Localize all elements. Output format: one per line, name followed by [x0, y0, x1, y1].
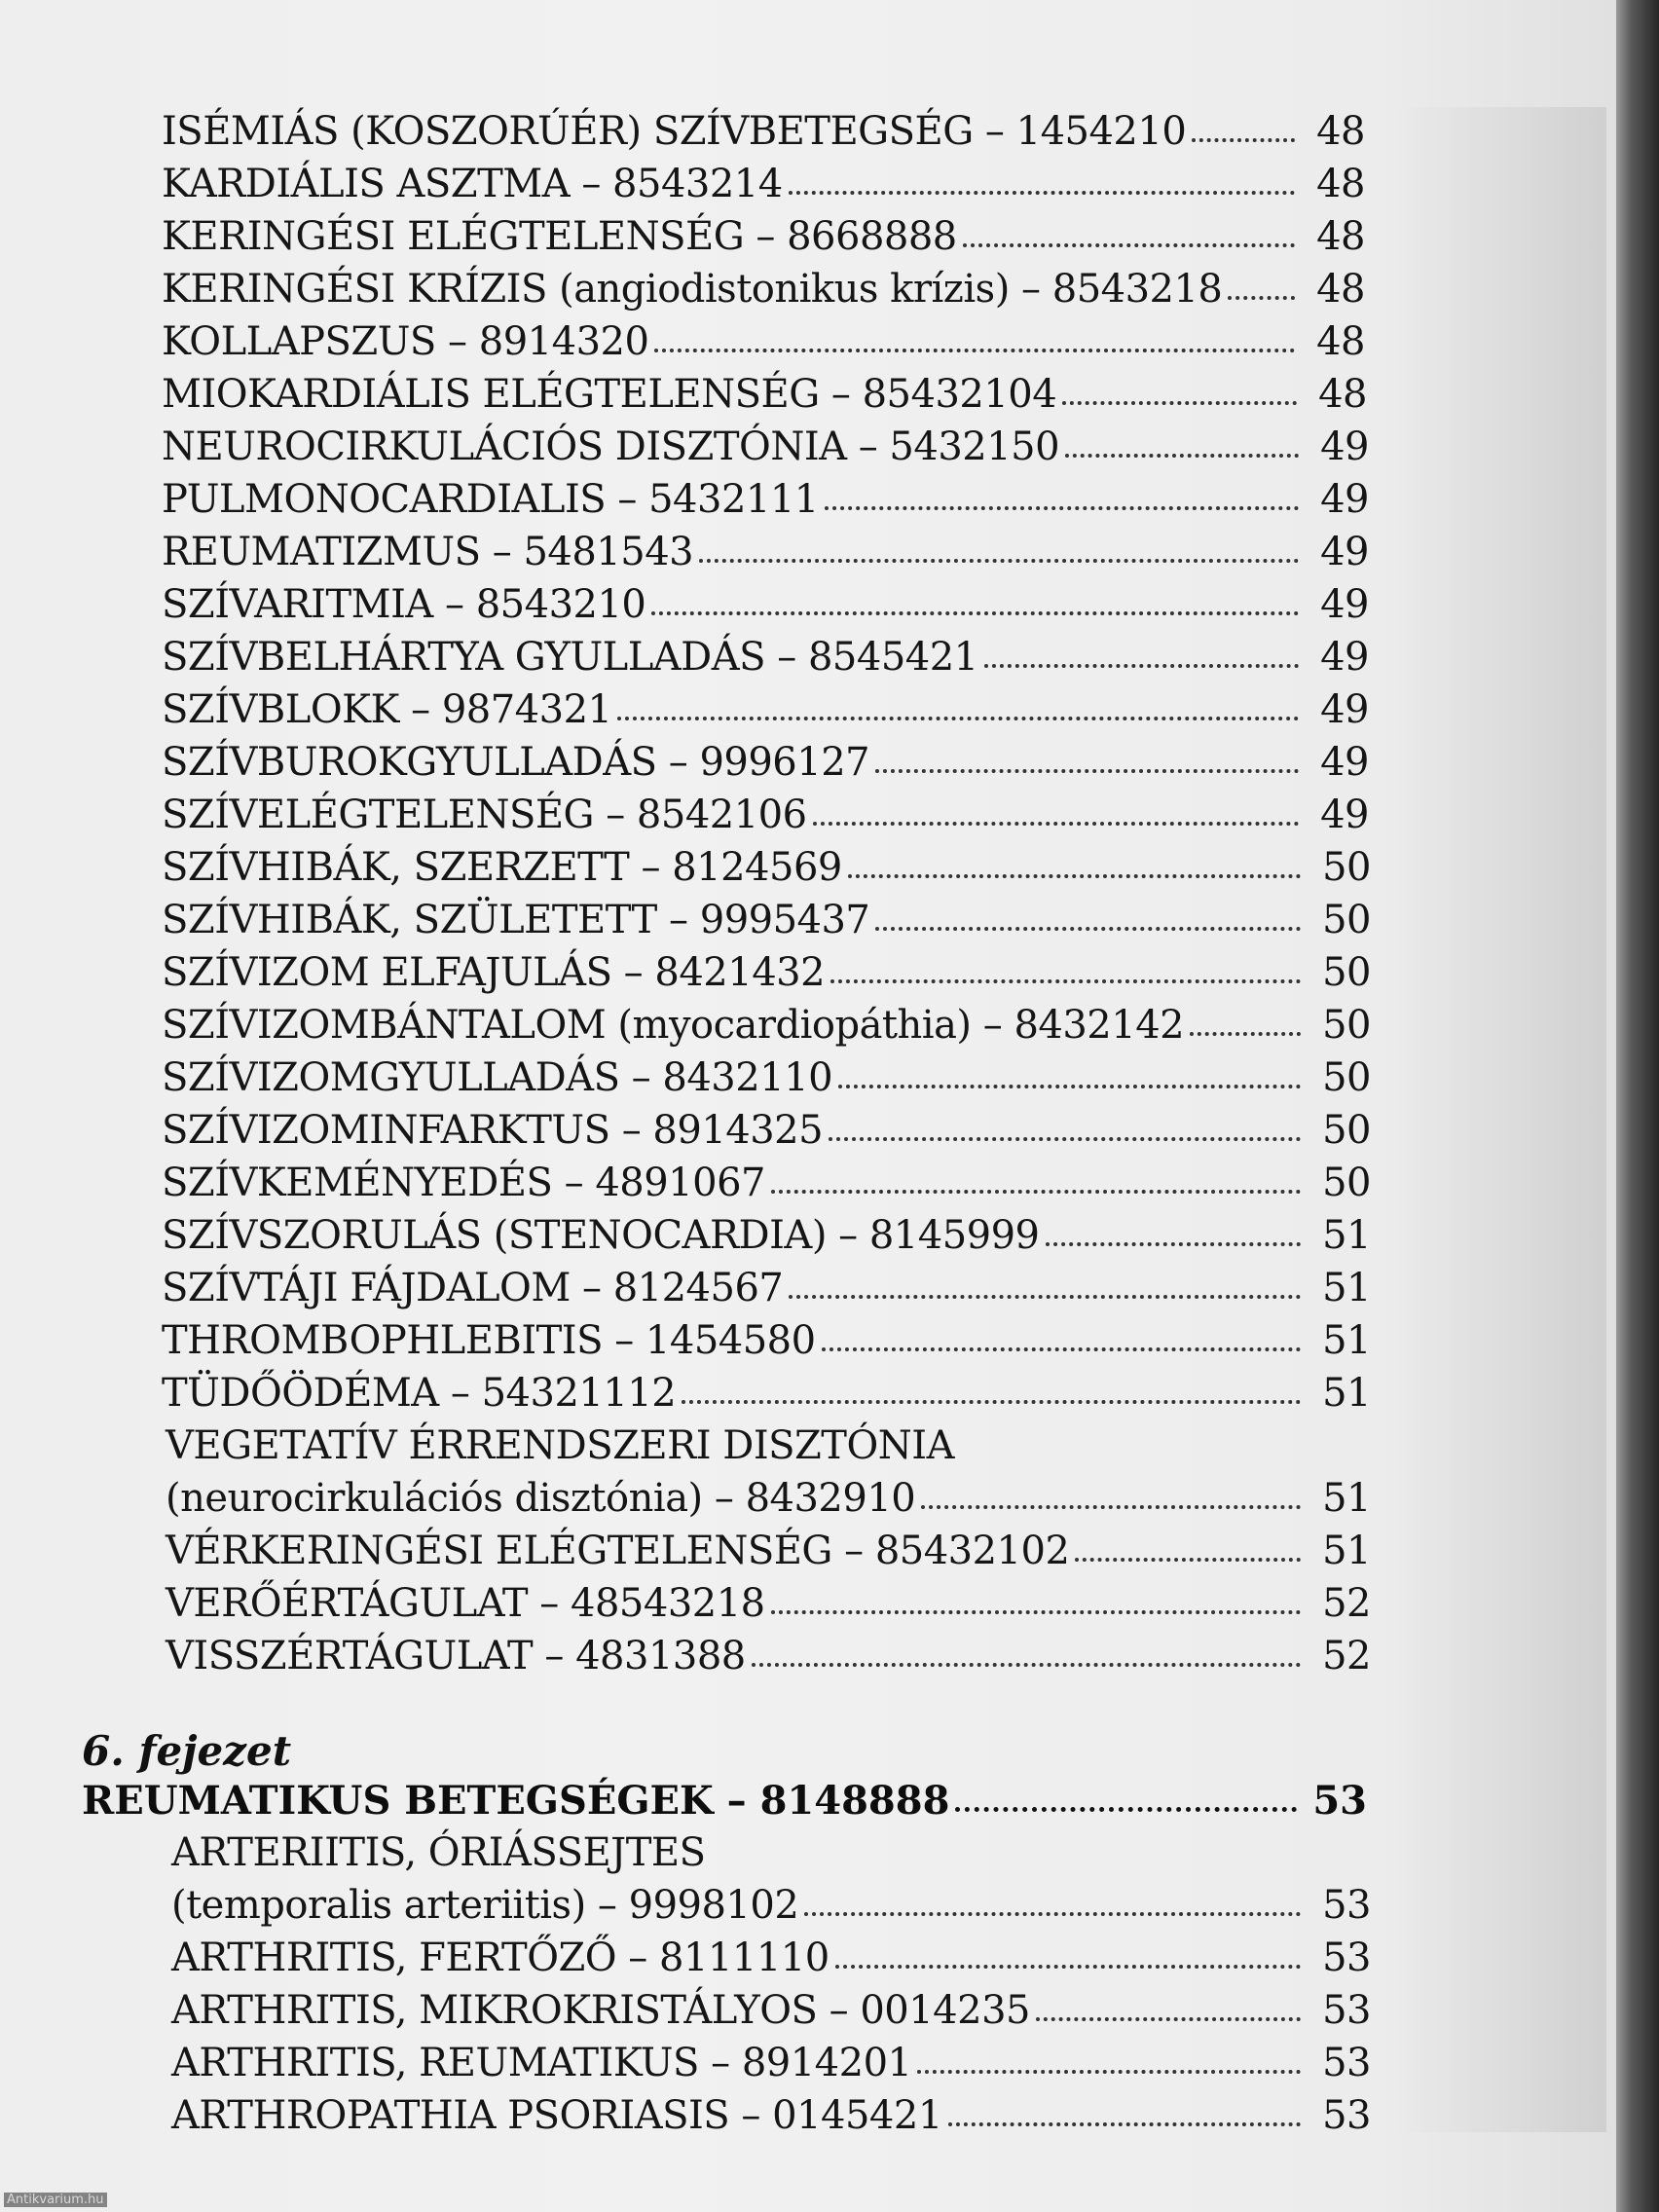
toc-entry-label: SZÍVBLOKK – 9874321 [162, 687, 612, 732]
toc-entry-label: SZÍVTÁJI FÁJDALOM – 8124567 [162, 1266, 784, 1310]
dot-leader [984, 654, 1299, 668]
toc-entry [171, 1988, 1371, 2033]
toc-entry-label: THROMBOPHLEBITIS – 1454580 [162, 1318, 816, 1363]
dot-leader [1075, 1548, 1301, 1562]
toc-page-number: 49 [1320, 424, 1369, 469]
toc-entry [162, 319, 1365, 364]
toc-page-number: 49 [1320, 635, 1369, 680]
dot-leader [682, 1390, 1301, 1404]
toc-entry-label: TÜDŐÖDÉMA – 54321112 [162, 1371, 677, 1416]
toc-entry [162, 635, 1369, 680]
toc-entry [162, 477, 1369, 522]
dot-leader [1046, 1233, 1302, 1246]
toc-page-number: 48 [1318, 372, 1367, 417]
toc-entry-label: KERINGÉSI ELÉGTELENSÉG – 8668888 [162, 214, 957, 259]
toc-entry [162, 109, 1365, 154]
toc-page-number: 50 [1322, 1003, 1371, 1048]
toc-entry-label: ARTHRITIS, MIKROKRISTÁLYOS – 0014235 [171, 1988, 1030, 2033]
dot-leader [835, 1955, 1301, 1969]
toc-entry-label: REUMATIZMUS – 5481543 [162, 530, 694, 574]
dot-leader [1190, 1022, 1301, 1036]
toc-entry [162, 424, 1369, 469]
toc-entry-label: SZÍVKEMÉNYEDÉS – 4891067 [162, 1161, 765, 1205]
chapter-title: REUMATIKUS BETEGSÉGEK – 8148888 [82, 1778, 950, 1824]
toc-entry [162, 372, 1367, 417]
dot-leader [651, 602, 1299, 615]
toc-entry-label: KARDIÁLIS ASZTMA – 8543214 [162, 162, 783, 206]
dot-leader [963, 234, 1295, 247]
dot-leader [789, 1285, 1301, 1299]
toc-page-number: 51 [1322, 1213, 1371, 1258]
dot-leader [654, 339, 1295, 352]
toc-entry [171, 2041, 1371, 2085]
dot-leader [1062, 391, 1297, 405]
toc-page-number: 48 [1316, 214, 1365, 259]
toc-entry [162, 898, 1371, 942]
toc-entry [162, 530, 1369, 574]
toc-page-number: 53 [1322, 1988, 1371, 2033]
toc-entry [162, 687, 1369, 732]
toc-entry-label: MIOKARDIÁLIS ELÉGTELENSÉG – 85432104 [162, 372, 1057, 417]
toc-page-number: 48 [1316, 162, 1365, 206]
toc-entry [162, 267, 1365, 312]
dot-leader [789, 181, 1295, 195]
toc-entry [166, 1634, 1371, 1678]
toc-entry-label: ARTHRITIS, FERTŐZŐ – 8111110 [171, 1936, 830, 1980]
toc-entry [162, 793, 1369, 837]
toc-entry-label-line1: VEGETATÍV ÉRRENDSZERI DISZTÓNIA [166, 1423, 954, 1468]
toc-entry-label: VISSZÉRTÁGULAT – 4831388 [166, 1634, 746, 1678]
toc-entry [162, 1161, 1371, 1205]
dot-leader [771, 1601, 1301, 1614]
toc-page-number: 53 [1322, 1883, 1371, 1928]
toc-entry [162, 1371, 1371, 1416]
toc-entry-label: SZÍVIZOMGYULLADÁS – 8432110 [162, 1055, 833, 1100]
toc-entry-label: SZÍVBUROKGYULLADÁS – 9996127 [162, 740, 870, 785]
toc-entry-label: SZÍVARITMIA – 8543210 [162, 582, 646, 627]
toc-page-number: 53 [1322, 2093, 1371, 2138]
toc-entry [171, 1883, 1371, 1928]
toc-entry-label: (temporalis arteriitis) – 9998102 [171, 1883, 799, 1928]
toc-entry [162, 1213, 1371, 1258]
toc-page-number: 49 [1320, 740, 1369, 785]
toc-page-number: 53 [1312, 1778, 1367, 1824]
dot-leader [948, 2113, 1301, 2126]
toc-entry-label: SZÍVSZORULÁS (STENOCARDIA) – 8145999 [162, 1213, 1040, 1258]
toc-page-number: 53 [1322, 1936, 1371, 1980]
toc-page-number: 51 [1322, 1266, 1371, 1310]
toc-entry [162, 1055, 1371, 1100]
dot-leader [917, 2060, 1301, 2074]
dot-leader [875, 917, 1301, 931]
toc-entry-label: SZÍVIZOMINFARKTUS – 8914325 [162, 1108, 824, 1153]
toc-entry [166, 1529, 1371, 1573]
toc-entry [162, 1266, 1371, 1310]
toc-entry [162, 845, 1371, 890]
dot-leader [875, 759, 1299, 773]
dot-leader [1065, 444, 1299, 458]
toc-page-number: 49 [1320, 687, 1369, 732]
dot-leader [752, 1653, 1301, 1667]
dot-leader [617, 707, 1299, 720]
toc-entry [171, 1936, 1371, 1980]
toc-entry-label: ARTHRITIS, REUMATIKUS – 8914201 [171, 2041, 912, 2085]
toc-page-number: 50 [1322, 1055, 1371, 1100]
show-through-shadow [1392, 107, 1606, 2132]
toc-entry-label: SZÍVIZOMBÁNTALOM (myocardiopáthia) – 8432142 [162, 1003, 1185, 1048]
watermark: Antikvarium.hu [4, 2193, 107, 2207]
toc-entry-label: NEUROCIRKULÁCIÓS DISZTÓNIA – 5432150 [162, 424, 1060, 469]
dot-leader [813, 812, 1299, 826]
toc-page-number: 51 [1322, 1371, 1371, 1416]
toc-entry [166, 1581, 1371, 1626]
toc-entry-label: SZÍVBELHÁRTYA GYULLADÁS – 8545421 [162, 635, 978, 680]
toc-page-number: 51 [1322, 1476, 1371, 1521]
toc-entry [162, 582, 1369, 627]
dot-leader [771, 1180, 1301, 1194]
toc-entry [162, 950, 1371, 995]
toc-page-number: 50 [1322, 845, 1371, 890]
page-edge-shadow [1616, 0, 1659, 2212]
toc-entry [162, 1108, 1371, 1153]
dot-leader [830, 970, 1301, 983]
toc-page-number: 53 [1322, 2041, 1371, 2085]
toc-entry [162, 162, 1365, 206]
dot-leader [848, 865, 1301, 878]
toc-page-number: 51 [1322, 1318, 1371, 1363]
toc-entry [162, 214, 1365, 259]
toc-entry-label: VERŐÉRTÁGULAT – 48543218 [166, 1581, 765, 1626]
toc-page-number: 49 [1320, 582, 1369, 627]
toc-entry [162, 1003, 1371, 1048]
toc-page-number: 52 [1322, 1581, 1371, 1626]
dot-leader [804, 1902, 1301, 1916]
toc-entry [162, 740, 1369, 785]
toc-entry-label: SZÍVELÉGTELENSÉG – 8542106 [162, 793, 807, 837]
toc-page-number: 50 [1322, 950, 1371, 995]
toc-entry [171, 2093, 1371, 2138]
toc-entry-label: ARTHROPATHIA PSORIASIS – 0145421 [171, 2093, 942, 2138]
toc-entry-label: (neurocirkulációs disztónia) – 8432910 [166, 1476, 916, 1521]
toc-page-number: 50 [1322, 1108, 1371, 1153]
dot-leader [1036, 2008, 1301, 2021]
toc-entry [162, 1318, 1371, 1363]
toc-entry-label: SZÍVIZOM ELFAJULÁS – 8421432 [162, 950, 826, 995]
toc-page-number: 50 [1322, 898, 1371, 942]
dot-leader [955, 1797, 1297, 1812]
toc-entry [166, 1476, 1371, 1521]
toc-page-number: 52 [1322, 1634, 1371, 1678]
dot-leader [822, 1338, 1301, 1351]
dot-leader [829, 1127, 1301, 1141]
toc-entry-label: SZÍVHIBÁK, SZÜLETETT – 9995437 [162, 898, 870, 942]
toc-entry-label: VÉRKERINGÉSI ELÉGTELENSÉG – 85432102 [166, 1529, 1070, 1573]
toc-page-number: 49 [1320, 477, 1369, 522]
toc-entry-label-line1: ARTERIITIS, ÓRIÁSSEJTES [171, 1830, 706, 1875]
toc-page-number: 48 [1316, 267, 1365, 312]
toc-page-number: 48 [1316, 319, 1365, 364]
dot-leader [1192, 129, 1295, 142]
chapter-label: 6. fejezet [82, 1727, 292, 1775]
dot-leader [921, 1495, 1301, 1509]
toc-entry-label: ISÉMIÁS (KOSZORÚÉR) SZÍVBETEGSÉG – 1454210 [162, 109, 1187, 154]
toc-entry-label: KOLLAPSZUS – 8914320 [162, 319, 649, 364]
toc-page-number: 51 [1322, 1529, 1371, 1573]
chapter-title-entry [82, 1778, 1367, 1824]
dot-leader [825, 497, 1299, 510]
toc-page-number: 49 [1320, 793, 1369, 837]
toc-page-number: 50 [1322, 1161, 1371, 1205]
toc-entry-label: SZÍVHIBÁK, SZERZETT – 8124569 [162, 845, 842, 890]
toc-page-number: 48 [1316, 109, 1365, 154]
dot-leader [1228, 286, 1295, 300]
toc-page-number: 49 [1320, 530, 1369, 574]
dot-leader [838, 1075, 1301, 1088]
toc-entry-label: PULMONOCARDIALIS – 5432111 [162, 477, 819, 522]
toc-entry-label: KERINGÉSI KRÍZIS (angiodistonikus krízis) – 8543218 [162, 267, 1223, 312]
dot-leader [699, 549, 1299, 563]
